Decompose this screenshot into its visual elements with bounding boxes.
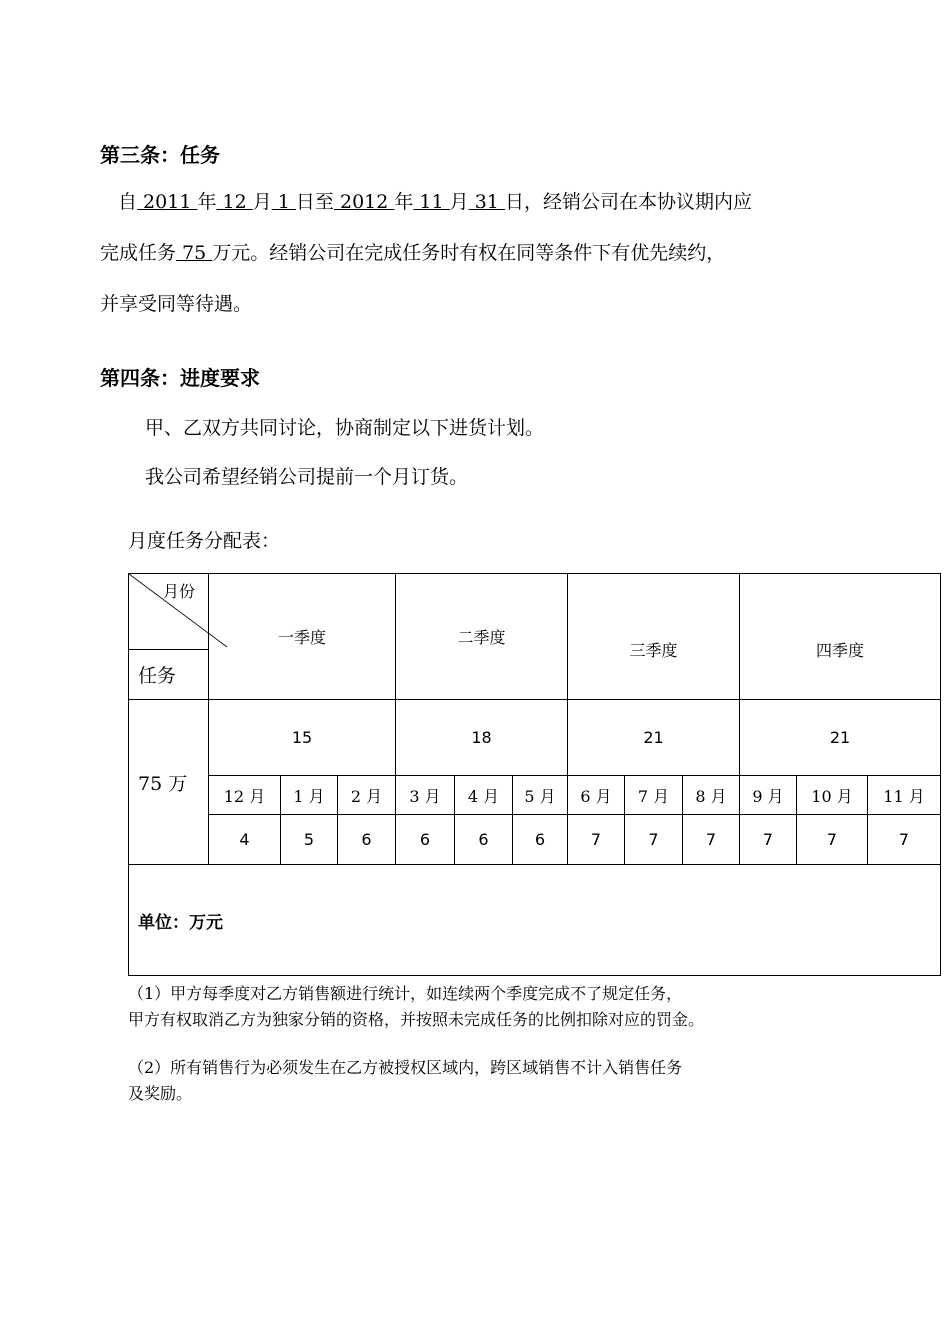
monthly-task-table [128, 573, 941, 976]
table-caption: 月度任务分配表： [128, 530, 281, 552]
section-3-line-3: 并享受同等待遇。 [100, 293, 253, 315]
month-value: 7 [625, 815, 683, 865]
quarter-header-3: 三季度 [568, 574, 740, 700]
quarter-value-2: 18 [396, 700, 568, 776]
quarter-header-1: 一季度 [209, 574, 396, 700]
section-4-paragraph-1: 甲、乙双方共同讨论，协商制定以下进货计划。 [145, 417, 545, 439]
end-day: 31 [468, 191, 505, 213]
quarter-value-3: 21 [568, 700, 740, 776]
month-value: 6 [513, 815, 568, 865]
start-year: 2011 [137, 191, 198, 213]
month-header-row [129, 776, 941, 815]
quarter-value-1: 15 [209, 700, 396, 776]
month-value: 6 [396, 815, 455, 865]
corner-header-task: 任务 [129, 650, 209, 700]
month-value: 7 [568, 815, 625, 865]
section-3-line-2: 完成任务 75 万元。经销公司在完成任务时有权在同等条件下有优先续约， [100, 242, 726, 264]
month-header: 9 月 [740, 776, 797, 815]
note-1-line-1: （1）甲方每季度对乙方销售额进行统计，如连续两个季度完成不了规定任务， [128, 984, 683, 1003]
month-header: 5 月 [513, 776, 568, 815]
month-value: 4 [209, 815, 281, 865]
month-value: 7 [868, 815, 941, 865]
quarter-header-2: 二季度 [396, 574, 568, 700]
section-4-paragraph-2: 我公司希望经销公司提前一个月订货。 [145, 466, 469, 488]
section-3-heading: 第三条：任务 [100, 143, 220, 167]
month-header: 12 月 [209, 776, 281, 815]
month-header: 8 月 [683, 776, 740, 815]
month-header: 6 月 [568, 776, 625, 815]
month-value: 6 [338, 815, 396, 865]
month-header: 10 月 [797, 776, 868, 815]
start-month: 12 [216, 191, 253, 213]
quarter-header-4: 四季度 [740, 574, 941, 700]
month-header: 3 月 [396, 776, 455, 815]
section-3-line-1: 自 2011 年 12 月 1 日至 2012 年 11 月 31 日，经销公司在本协议期内应 [118, 191, 752, 213]
end-year: 2012 [333, 191, 395, 213]
note-2-line-1: （2）所有销售行为必须发生在乙方被授权区域内，跨区域销售不计入销售任务 [128, 1058, 683, 1077]
month-value: 5 [281, 815, 338, 865]
start-day: 1 [271, 191, 296, 213]
month-header: 7 月 [625, 776, 683, 815]
corner-header-month: 月份 [129, 574, 209, 650]
total-task: 75 万 [129, 700, 209, 865]
quarter-value-4: 21 [740, 700, 941, 776]
month-value: 7 [797, 815, 868, 865]
note-2-line-2: 及奖励。 [128, 1084, 193, 1103]
month-value: 7 [740, 815, 797, 865]
unit-note: 单位：万元 [129, 865, 941, 976]
month-header: 4 月 [455, 776, 513, 815]
section-4-heading: 第四条：进度要求 [100, 366, 260, 390]
month-header: 11 月 [868, 776, 941, 815]
month-header: 2 月 [338, 776, 396, 815]
end-month: 11 [413, 191, 450, 213]
month-value: 6 [455, 815, 513, 865]
month-header: 1 月 [281, 776, 338, 815]
note-1-line-2: 甲方有权取消乙方为独家分销的资格，并按照未完成任务的比例扣除对应的罚金。 [128, 1010, 705, 1029]
task-amount: 75 [176, 242, 213, 264]
month-value: 7 [683, 815, 740, 865]
month-value-row [129, 815, 941, 865]
